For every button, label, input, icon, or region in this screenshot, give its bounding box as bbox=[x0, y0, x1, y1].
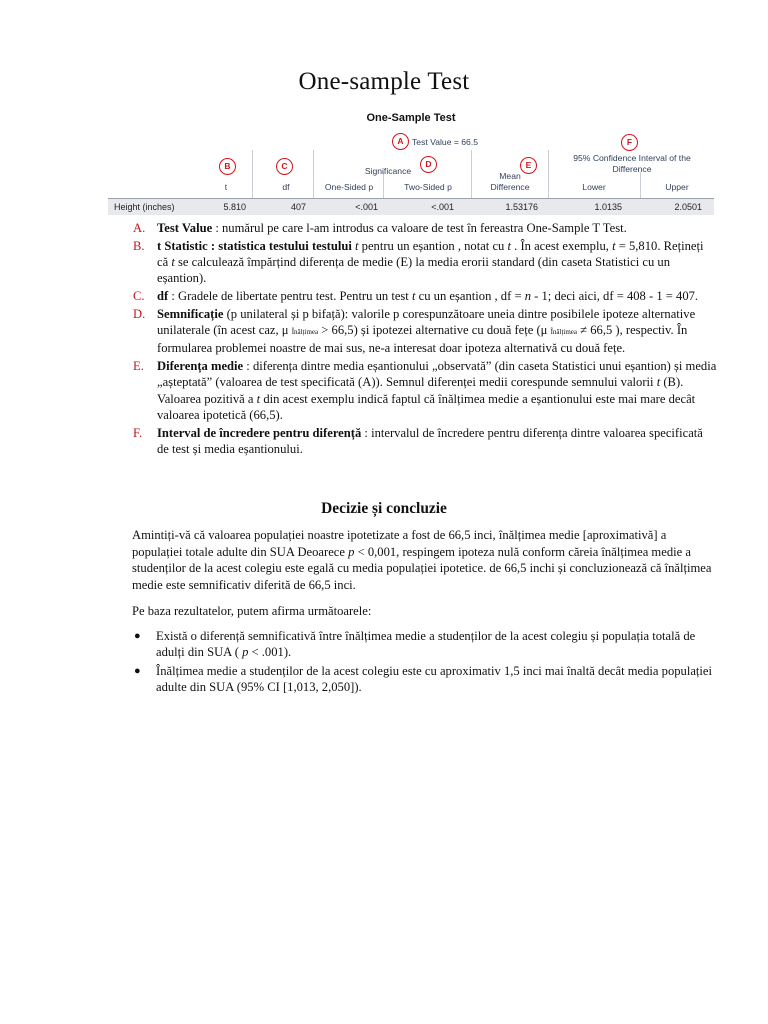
definition-text: : Gradele de libertate pentru test. Pentru un test bbox=[168, 289, 409, 303]
subscript: Înălțimea bbox=[291, 328, 319, 336]
symbol-t: t bbox=[408, 289, 416, 303]
definition-text: (p unilateral și p bifață): valorile p corespunzătoare uneia dintre posibilele ipoteze alternative unilaterale (în acest caz, μ bbox=[157, 306, 696, 337]
paragraph-text: < 0,001, respingem ipoteza nulă conform căreia înălțimea medie a studenților de la acest colegiu este egală cu media populației ipotetice. de 66,5 inchi și concluzionează că înălțimea medie este semnificativ diferită de 66,5 inci. bbox=[132, 544, 712, 592]
list-item-text: Înălțimea medie a studenților de la acest colegiu este cu aproximativ 1,5 inci mai înaltă decât media populației adulte din SUA (95% CI [1,013, 2,050]). bbox=[156, 663, 713, 695]
definition-a bbox=[133, 220, 717, 236]
col-separator bbox=[252, 150, 253, 199]
results-list bbox=[132, 628, 718, 698]
symbol-t: t bbox=[168, 255, 175, 269]
bullet-icon: ● bbox=[134, 664, 141, 677]
list-item-text: < .001). bbox=[248, 645, 292, 660]
marker-a: A bbox=[392, 133, 409, 150]
definition-text: > 66,5) și ipotezei alternative cu două fețe (μ bbox=[318, 323, 551, 337]
one-sample-test-table bbox=[108, 110, 714, 218]
definition-text: se calculează împărțind diferența de medie (E) la media erorii standard (din caseta Statistici cu un eșantion). bbox=[157, 255, 670, 286]
definition-text: ≠ 66,5 ), respectiv. În formularea problemei noastre de mai sus, ne-a interesat doar ipoteza alternativă cu două fețe. bbox=[157, 323, 688, 356]
conclusion-paragraph bbox=[132, 527, 718, 593]
marker-f: F bbox=[621, 134, 638, 151]
cell-mean-diff: 1.53176 bbox=[505, 202, 538, 212]
header-lower: Lower bbox=[582, 182, 606, 192]
definitions-list bbox=[133, 220, 717, 459]
marker-d: D bbox=[420, 156, 437, 173]
symbol-t: t bbox=[504, 238, 511, 253]
results-intro: Pe baza rezultatelor, putem afirma următoarele: bbox=[132, 604, 372, 618]
definition-text: (B). Valoarea pozitivă a bbox=[157, 375, 684, 406]
marker-c: C bbox=[276, 158, 293, 175]
definition-letter: D. bbox=[133, 306, 146, 321]
header-two-sided: Two-Sided p bbox=[404, 182, 452, 192]
cell-one-sided: <.001 bbox=[355, 202, 378, 212]
definition-term: Semnificație bbox=[157, 306, 224, 321]
definition-term: Interval de încredere pentru diferență bbox=[157, 425, 362, 440]
subscript: Înălțimea bbox=[550, 328, 578, 336]
header-ci-line2: Difference bbox=[612, 164, 652, 174]
header-significance: Significance bbox=[364, 166, 412, 176]
header-upper: Upper bbox=[665, 182, 689, 192]
list-item bbox=[132, 628, 718, 661]
test-value-label: Test Value = 66.5 bbox=[412, 137, 479, 147]
marker-b: B bbox=[219, 158, 236, 175]
definition-text: cu un eșantion , df = bbox=[415, 289, 522, 303]
col-separator bbox=[548, 150, 549, 199]
definition-term: Diferența medie bbox=[157, 359, 244, 373]
header-mean-diff-line2: Difference bbox=[490, 182, 530, 192]
definition-letter: A. bbox=[133, 221, 146, 235]
table-title: One-Sample Test bbox=[366, 112, 456, 124]
list-item-text: Există o diferență semnificativă între înălțimea medie a studenților de la acest colegiu și populația totală de adulți din SUA ( bbox=[156, 629, 696, 660]
symbol-t: t bbox=[253, 391, 261, 406]
cell-df: 407 bbox=[290, 202, 306, 212]
definition-term: Test Value bbox=[157, 221, 213, 235]
section-heading: Decizie și concluzie bbox=[321, 500, 447, 517]
definition-text: : intervalul de încredere pentru diferența dintre valoarea specificată de test și media eșantionului. bbox=[157, 425, 703, 457]
definition-text: din acest exemplu indică faptul că înălțimea medie a eșantionului este mai mare decât valoarea ipotetică (66,5). bbox=[157, 391, 696, 423]
definition-text: : numărul pe care l-am introdus ca valoare de test în fereastra One-Sample T Test. bbox=[212, 221, 627, 235]
col-separator bbox=[383, 172, 384, 199]
symbol-n: n bbox=[521, 289, 532, 303]
definition-letter: F. bbox=[133, 425, 143, 440]
paragraph-text: Amintiți-vă că valoarea populației noastre ipotetizate a fost de 66,5 inci, înălțimea medie [aproximativă] a populației totale adulte din SUA Deoarece bbox=[132, 528, 667, 559]
symbol-t: t bbox=[653, 375, 661, 390]
definition-letter: B. bbox=[133, 238, 145, 253]
definition-letter: C. bbox=[133, 289, 145, 303]
cell-lower: 1.0135 bbox=[594, 202, 622, 212]
symbol-t: t bbox=[351, 238, 359, 253]
row-label: Height (inches) bbox=[114, 202, 175, 212]
cell-upper: 2.0501 bbox=[674, 202, 702, 212]
definition-c bbox=[133, 288, 717, 304]
definition-e bbox=[133, 358, 717, 424]
symbol-p: p bbox=[238, 645, 249, 660]
list-item bbox=[132, 663, 718, 696]
definition-text: pentru un eșantion , notat cu bbox=[358, 238, 505, 253]
marker-e: E bbox=[520, 157, 537, 174]
definition-f bbox=[133, 425, 717, 458]
symbol-p: p bbox=[344, 544, 355, 559]
table-row bbox=[108, 199, 714, 215]
cell-t: 5.810 bbox=[223, 202, 246, 212]
header-ci-line1: 95% Confidence Interval of the bbox=[573, 153, 691, 163]
definition-d bbox=[133, 306, 717, 357]
header-one-sided: One-Sided p bbox=[324, 182, 374, 192]
definition-letter: E. bbox=[133, 359, 144, 373]
header-mean-diff-line1: Mean bbox=[499, 171, 521, 181]
header-df: df bbox=[282, 182, 290, 192]
definition-term: t Statistic : statistica testului testului bbox=[157, 238, 352, 253]
bullet-icon: ● bbox=[134, 630, 141, 642]
page-title: One-sample Test bbox=[298, 68, 470, 95]
definition-b bbox=[133, 238, 717, 287]
col-separator bbox=[313, 150, 314, 199]
definition-text: = 5,810. Rețineți că bbox=[157, 238, 704, 269]
definition-text: : diferența dintre media eșantionului „observată” (din caseta Statistici unui eșantion) și media „așteptată” (valoarea de test specificată (A)). Semnul diferenței medii corespunde semnului valorii bbox=[157, 359, 717, 390]
definition-term: df bbox=[157, 289, 169, 303]
symbol-t: t bbox=[608, 238, 616, 253]
definition-text: . În acest exemplu, bbox=[511, 238, 609, 253]
cell-two-sided: <.001 bbox=[431, 202, 454, 212]
header-t: t bbox=[224, 182, 228, 192]
definition-text: - 1; deci aici, df = 408 - 1 = 407. bbox=[531, 289, 699, 303]
